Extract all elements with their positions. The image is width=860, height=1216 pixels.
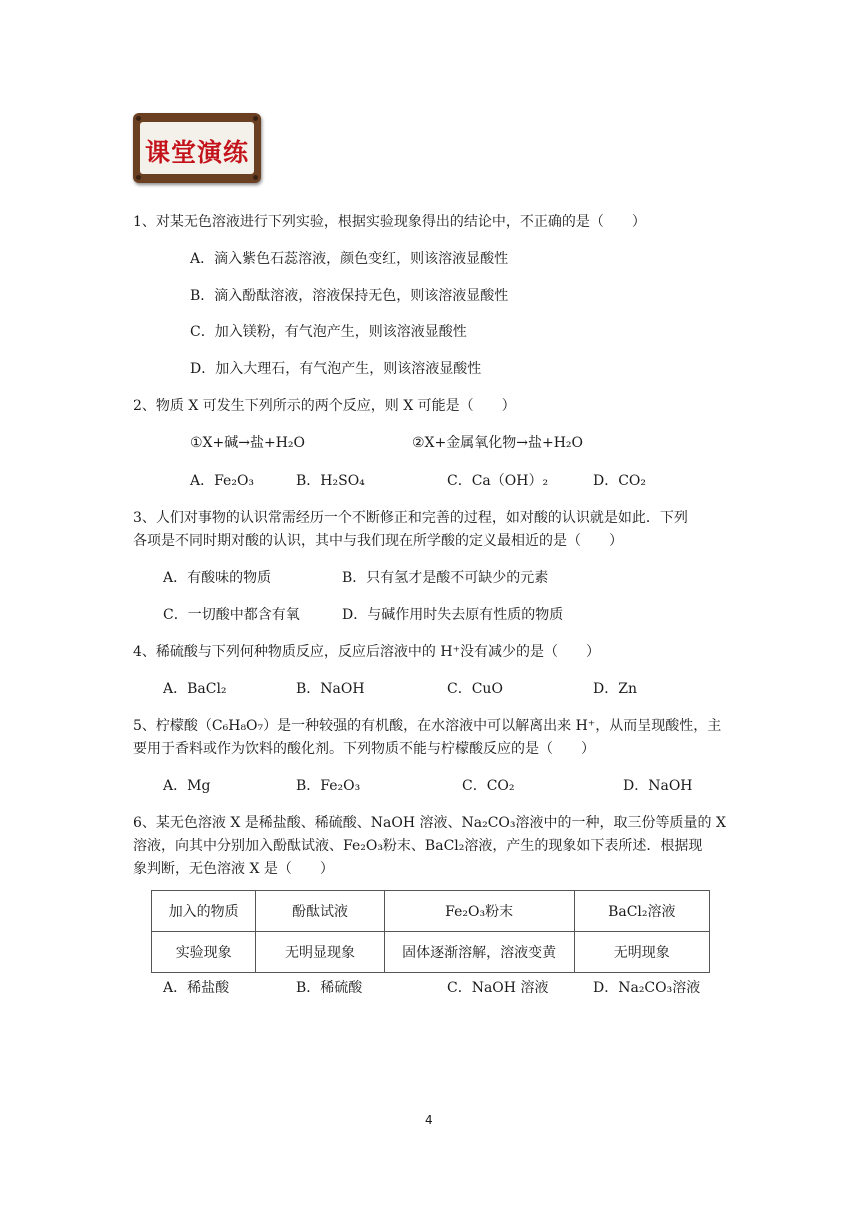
q5-option-a: A．Mg bbox=[163, 778, 211, 794]
q1-option-d: D．加入大理石，有气泡产生，则该溶液显酸性 bbox=[190, 361, 482, 377]
nail-icon bbox=[253, 175, 258, 180]
q6-option-a: A．稀盐酸 bbox=[163, 980, 230, 996]
nail-icon bbox=[253, 116, 258, 121]
q3-option-c: C．一切酸中都含有氧 bbox=[163, 607, 300, 623]
q1-stem: 1、对某无色溶液进行下列实验，根据实验现象得出的结论中，不正确的是（ ） bbox=[133, 214, 646, 230]
table-cell: 酚酞试液 bbox=[256, 891, 384, 932]
q3-option-d: D．与碱作用时失去原有性质的物质 bbox=[342, 607, 564, 623]
q3-option-a: A．有酸味的物质 bbox=[163, 570, 272, 586]
q3-stem-line1: 3、人们对事物的认识常需经历一个不断修正和完善的过程，如对酸的认识就是如此．下列 bbox=[133, 510, 688, 526]
q2-reaction-1: ①X+碱→盐+H₂O bbox=[190, 435, 306, 451]
q4-option-a: A．BaCl₂ bbox=[163, 681, 227, 697]
table-cell: 固体逐渐溶解，溶液变黄 bbox=[384, 932, 574, 973]
badge-board bbox=[140, 122, 254, 174]
q5-option-c: C．CO₂ bbox=[462, 778, 515, 794]
q2-option-b: B．H₂SO₄ bbox=[296, 473, 365, 489]
q4-option-d: D．Zn bbox=[593, 681, 637, 697]
table-cell: 无明现象 bbox=[574, 932, 709, 973]
q5-option-d: D．NaOH bbox=[623, 778, 693, 794]
table-cell: Fe₂O₃粉末 bbox=[384, 891, 574, 932]
q2-option-a: A．Fe₂O₃ bbox=[190, 473, 255, 489]
section-badge bbox=[133, 113, 261, 183]
q1-option-b: B．滴入酚酞溶液，溶液保持无色，则该溶液显酸性 bbox=[190, 288, 509, 304]
page-number: 4 bbox=[425, 1113, 433, 1127]
observation-table bbox=[151, 890, 710, 973]
q5-stem-line1: 5、柠檬酸（C₆H₈O₇）是一种较强的有机酸，在水溶液中可以解离出来 H⁺，从而呈现酸性，主 bbox=[133, 718, 722, 734]
table-row bbox=[152, 932, 710, 973]
table-cell: BaCl₂溶液 bbox=[574, 891, 709, 932]
q6-stem-line2: 溶液，向其中分别加入酚酞试液、Fe₂O₃粉末、BaCl₂溶液，产生的现象如下表所述．根据现 bbox=[133, 838, 703, 854]
q6-option-c: C．NaOH 溶液 bbox=[447, 980, 549, 996]
q5-option-b: B．Fe₂O₃ bbox=[296, 778, 361, 794]
q2-option-d: D．CO₂ bbox=[593, 473, 647, 489]
table-row bbox=[152, 891, 710, 932]
table-cell: 无明显现象 bbox=[256, 932, 384, 973]
q2-stem: 2、物质 X 可发生下列所示的两个反应，则 X 可能是（ ） bbox=[133, 398, 516, 414]
table-cell: 实验现象 bbox=[152, 932, 256, 973]
q1-option-a: A．滴入紫色石蕊溶液，颜色变红，则该溶液显酸性 bbox=[190, 251, 509, 267]
q6-stem-line1: 6、某无色溶液 X 是稀盐酸、稀硫酸、NaOH 溶液、Na₂CO₃溶液中的一种，取三份等质量的 X bbox=[133, 815, 726, 831]
table-cell: 加入的物质 bbox=[152, 891, 256, 932]
q6-option-d: D．Na₂CO₃溶液 bbox=[593, 980, 701, 996]
q3-stem-line2: 各项是不同时期对酸的认识，其中与我们现在所学酸的定义最相近的是（ ） bbox=[133, 533, 623, 549]
q2-option-c: C．Ca（OH）₂ bbox=[447, 473, 549, 489]
q5-stem-line2: 要用于香料或作为饮料的酸化剂。下列物质不能与柠檬酸反应的是（ ） bbox=[133, 741, 595, 757]
badge-title: 课堂演练 bbox=[144, 138, 249, 167]
q4-option-b: B．NaOH bbox=[296, 681, 365, 697]
q2-reaction-2: ②X+金属氧化物→盐+H₂O bbox=[412, 435, 584, 451]
q6-option-b: B．稀硫酸 bbox=[296, 980, 363, 996]
q3-option-b: B．只有氢才是酸不可缺少的元素 bbox=[342, 570, 549, 586]
q1-option-c: C．加入镁粉，有气泡产生，则该溶液显酸性 bbox=[190, 324, 467, 340]
q4-stem: 4、稀硫酸与下列何种物质反应，反应后溶液中的 H⁺没有减少的是（ ） bbox=[133, 644, 600, 660]
q4-option-c: C．CuO bbox=[447, 681, 503, 697]
q6-stem-line3: 象判断，无色溶液 X 是（ ） bbox=[133, 861, 334, 877]
nail-icon bbox=[136, 116, 141, 121]
nail-icon bbox=[136, 175, 141, 180]
